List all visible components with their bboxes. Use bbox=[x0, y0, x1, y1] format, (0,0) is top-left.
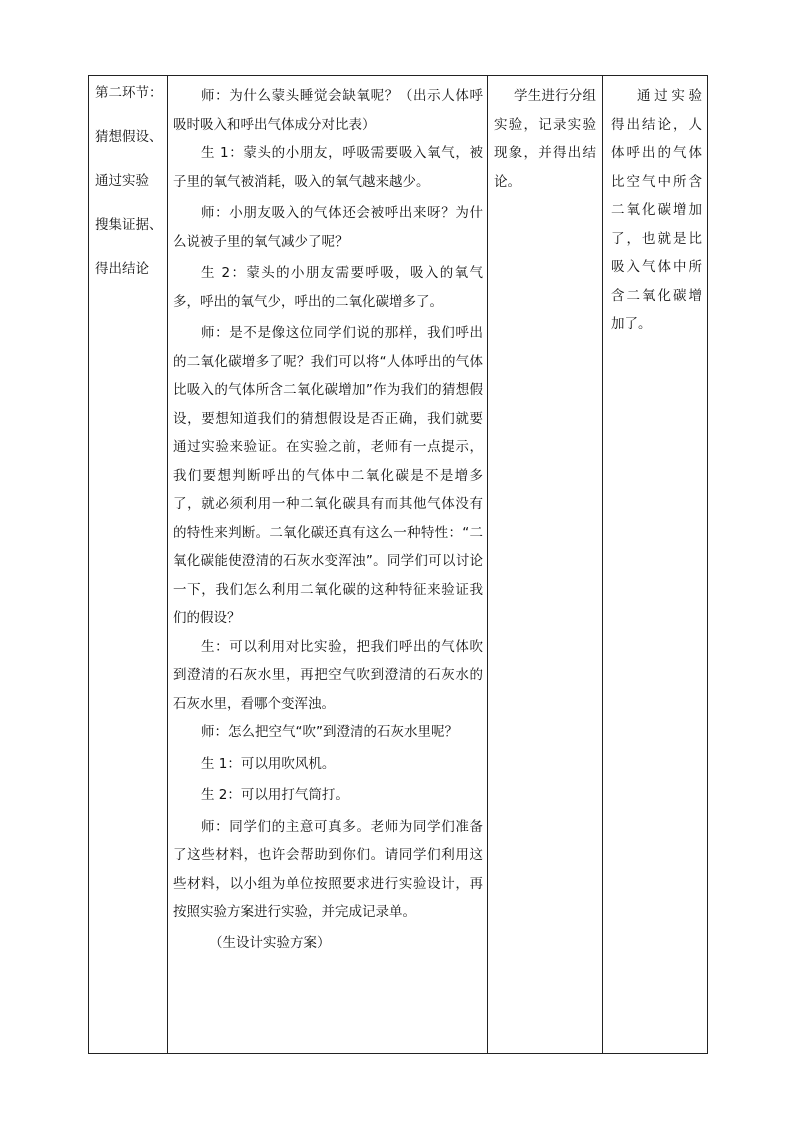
dialogue-paragraph: 师：同学们的主意可真多。老师为同学们准备了这些材料，也许会帮助到你们。请同学们利用这些材料，以小组为单位按照要求进行实验设计，再按照实验方案进行实验，并完成记录单。 bbox=[173, 818, 483, 920]
dialogue-paragraph: 生：可以利用对比实验，把我们呼出的气体吹到澄清的石灰水里，再把空气吹到澄清的石灰水的石灰水里，看哪个变浑浊。 bbox=[173, 638, 483, 712]
dialogue-paragraph: 师：为什么蒙头睡觉会缺氧呢？（出示人体呼吸时吸入和呼出气体成分对比表） bbox=[173, 88, 483, 133]
stage-cell bbox=[89, 76, 168, 1054]
dialogue-paragraph: 生 1：蒙头的小朋友，呼吸需要吸入氧气，被子里的氧气被消耗，吸入的氧气越来越少。 bbox=[173, 145, 483, 190]
stage-line: 第二环节： bbox=[95, 85, 163, 101]
student-activity-text: 学生进行分组实验，记录实验现象，并得出结论。 bbox=[494, 88, 596, 190]
dialogue-paragraph: 生 2：蒙头的小朋友需要呼吸，吸入的氧气多，呼出的氧气少，呼出的二氧化碳增多了。 bbox=[173, 265, 483, 310]
student-activity-cell bbox=[488, 76, 603, 1054]
design-intent-text: 通过实验得出结论，人体呼出的气体比空气中所含二氧化碳增加了，也就是比吸入气体中所含二氧化碳增加了。 bbox=[611, 88, 702, 332]
dialogue-paragraph: 师：小朋友吸入的气体还会被呼出来呀？为什么说被子里的氧气减少了呢？ bbox=[173, 205, 483, 250]
stage-line: 通过实验 bbox=[95, 173, 149, 189]
dialogue-paragraph: （生设计实验方案） bbox=[209, 934, 331, 951]
design-intent-cell bbox=[603, 76, 708, 1054]
dialogue-paragraph: 师：怎么把空气“吹”到澄清的石灰水里呢？ bbox=[201, 724, 458, 740]
dialogue-paragraph: 生 2：可以用打气筒打。 bbox=[201, 787, 349, 803]
lesson-plan-table bbox=[88, 75, 708, 1054]
table-row bbox=[89, 76, 708, 1054]
stage-line: 搜集证据、 bbox=[95, 217, 163, 233]
teacher-activity-cell bbox=[168, 76, 488, 1054]
stage-line: 得出结论 bbox=[95, 261, 149, 277]
dialogue-paragraph: 生 1：可以用吹风机。 bbox=[201, 755, 336, 772]
stage-line: 猜想假设、 bbox=[95, 129, 163, 145]
dialogue-paragraph: 师：是不是像这位同学们说的那样，我们呼出的二氧化碳增多了呢？我们可以将“人体呼出的气体比吸入的气体所含二氧化碳增加”作为我们的猜想假设，要想知道我们的猜想假设是否正确，我们就要通过实验来验证。在实验之前，老师有一点提示，我们要想判断呼出的气体中二氧化碳是不是增多了，就必须利用一种二氧化碳具有而其他气体没有的特性来判断。二氧化碳还真有这么一种特性：“二氧化碳能使澄清的石灰水变浑浊”。同学们可以讨论一下，我们怎么利用二氧化碳的这种特征来验证我们的假设？ bbox=[173, 325, 483, 626]
